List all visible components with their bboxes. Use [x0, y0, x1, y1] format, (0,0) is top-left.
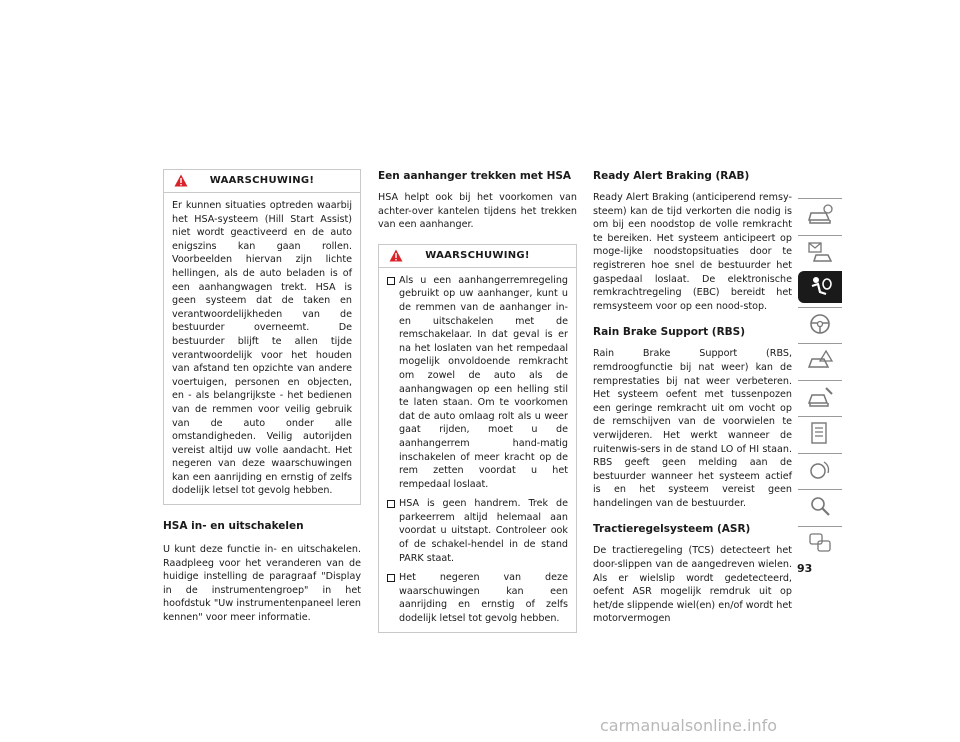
- tab-specs[interactable]: [798, 416, 842, 449]
- bullet-square-icon: [387, 500, 395, 508]
- chapter-tabs: [798, 198, 842, 562]
- tab-emergency[interactable]: [798, 343, 842, 376]
- page-number: 93: [797, 562, 813, 575]
- car-info-icon: [806, 202, 834, 228]
- tab-languages[interactable]: [798, 526, 842, 559]
- car-envelope-icon: [806, 239, 834, 265]
- column-left: [163, 169, 361, 625]
- column-right: [593, 169, 792, 626]
- warning-header: [164, 170, 360, 193]
- section-text-trailer-hsa: HSA helpt ook bij het voorkomen van achter-over kantelen tijdens het trekken van een aanhanger.: [378, 192, 577, 231]
- section-heading-trailer-hsa: Een aanhanger trekken met HSA: [378, 170, 572, 182]
- section-text-rab: Ready Alert Braking (anticiperend remsy-steem) kan de tijd verkorten die nodig is om bij een noodstop de volle remkracht te bereiken. Het systeem anticipeert op moge-lijke noodstopsituaties door te registreren hoe snel de bestuurder het gaspedaal loslaat. De elektronische remkrachtregeling (EBC) bereidt het remsysteem voor op een nood-stop.: [593, 192, 792, 312]
- section-text-hsa-toggle: U kunt deze functie in- en uitschakelen. Raadpleeg voor het veranderen van de huidige instelling de paragraaf "Display in de instrumentengroep" in het hoofdstuk "Uw instrumentenpaneel leren kennen" voor meer informatie.: [163, 544, 361, 624]
- warning-title: WAARSCHUWING!: [425, 249, 530, 261]
- tab-safety[interactable]: [798, 271, 842, 303]
- warning-header: [379, 245, 576, 268]
- warning-body: [164, 193, 360, 504]
- warning-triangle-icon: [389, 249, 403, 262]
- tab-car-envelope[interactable]: [798, 235, 842, 268]
- warning-text: Er kunnen situaties optreden waarbij het HSA-systeem (Hill Start Assist) niet wordt geactiveerd en de auto enigszins kan gaan rollen. Voorbeelden hiervan zijn lichte hellingen, als de auto beladen is of een aanhangwagen trekt. HSA is geen systeem dat de taken en verantwoordelijkheden van de bestuurder overneemt. De bestuurder blijft te allen tijde verantwoordelijk voor het houden van afstand ten opzichte van andere voertuigen, personen en objecten, en - als belangrijkste - het bedienen van de remmen voor veilig gebruik van de auto onder alle omstandigheden. Veilig autorijden vereist altijd uw volle aandacht. Het negeren van deze waarschuwingen kan een aanrijding en ernstig of zelfs dodelijk letsel tot gevolg hebben.: [172, 200, 352, 497]
- tab-service[interactable]: [798, 380, 842, 413]
- warning-title: WAARSCHUWING!: [209, 175, 315, 186]
- section-heading-hsa-toggle: HSA in- en uitschakelen: [163, 520, 304, 533]
- warning-box-trailer: [378, 244, 577, 633]
- steering-wheel-icon: [806, 311, 834, 337]
- section-heading-rab: Ready Alert Braking (RAB): [593, 170, 750, 182]
- warning-body: [379, 268, 576, 632]
- car-warning-icon: [806, 347, 834, 373]
- bullet-square-icon: [387, 574, 395, 582]
- car-service-icon: [806, 384, 834, 410]
- tab-multimedia[interactable]: [798, 453, 842, 486]
- multimedia-icon: [806, 457, 834, 483]
- bullet-square-icon: [387, 277, 395, 285]
- column-middle: [378, 169, 577, 633]
- tab-car-info[interactable]: [798, 198, 842, 231]
- warning-box-hsa: [163, 169, 361, 505]
- warning-triangle-icon: [174, 174, 188, 187]
- section-text-asr: De tractieregeling (TCS) detecteert het door-slippen van de aangedreven wielen. Als er wielslip wordt gedetecteerd, oefent ASR mogelijk remdruk uit op het/de slippende wiel(en) en/of wordt het motorvermogen: [593, 545, 792, 625]
- tab-index[interactable]: [798, 489, 842, 522]
- tab-driving[interactable]: [798, 307, 842, 340]
- section-text-rbs: Rain Brake Support (RBS, remdroogfunctie bij nat weer) kan de remprestaties bij nat weer verbeteren. Het systeem oefent met tussenpozen een geringe remkracht uit om vocht op de remschijven van de voorwielen te verwijderen. Het werkt wanneer de ruitenwis-sers in de stand LO of HI staan. RBS geeft geen melding aan de bestuurder wanneer het systeem actief is en het systeem vereist geen handelingen van de bestuurder.: [593, 348, 792, 509]
- section-heading-asr: Tractieregelsysteem (ASR): [593, 523, 751, 536]
- warning-bullet: HSA is geen handrem. Trek de parkeerrem altijd helemaal aan voordat u uitstapt. Controleer ook of de schakel-hendel in de stand PARK staat.: [387, 497, 568, 565]
- watermark: carmanualsonline.info: [600, 716, 778, 735]
- warning-bullet: Het negeren van deze waarschuwingen kan een aanrijding en ernstig of zelfs dodelijk letsel tot gevolg hebben.: [387, 571, 568, 625]
- airbag-safety-icon: [806, 274, 834, 300]
- languages-icon: [806, 530, 834, 556]
- search-index-icon: [806, 493, 834, 519]
- maintenance-list-icon: [806, 420, 834, 446]
- section-heading-rbs: Rain Brake Support (RBS): [593, 326, 746, 339]
- warning-bullet: Als u een aanhangerremregeling gebruikt op uw aanhanger, kunt u de remmen van de aanhanger in- en uitschakelen met de remschakelaar. In dat geval is er na het loslaten van het rempedaal mogelijk onvoldoende remkracht om zowel de auto als de aanhangwagen op een helling stil te laten staan. Om te voorkomen dat de auto omlaag rolt als u weer gaat rijden, moet u de aanhangerrem hand-matig inschakelen of meer kracht op de rem zetten voordat u het rempedaal loslaat.: [387, 274, 568, 492]
